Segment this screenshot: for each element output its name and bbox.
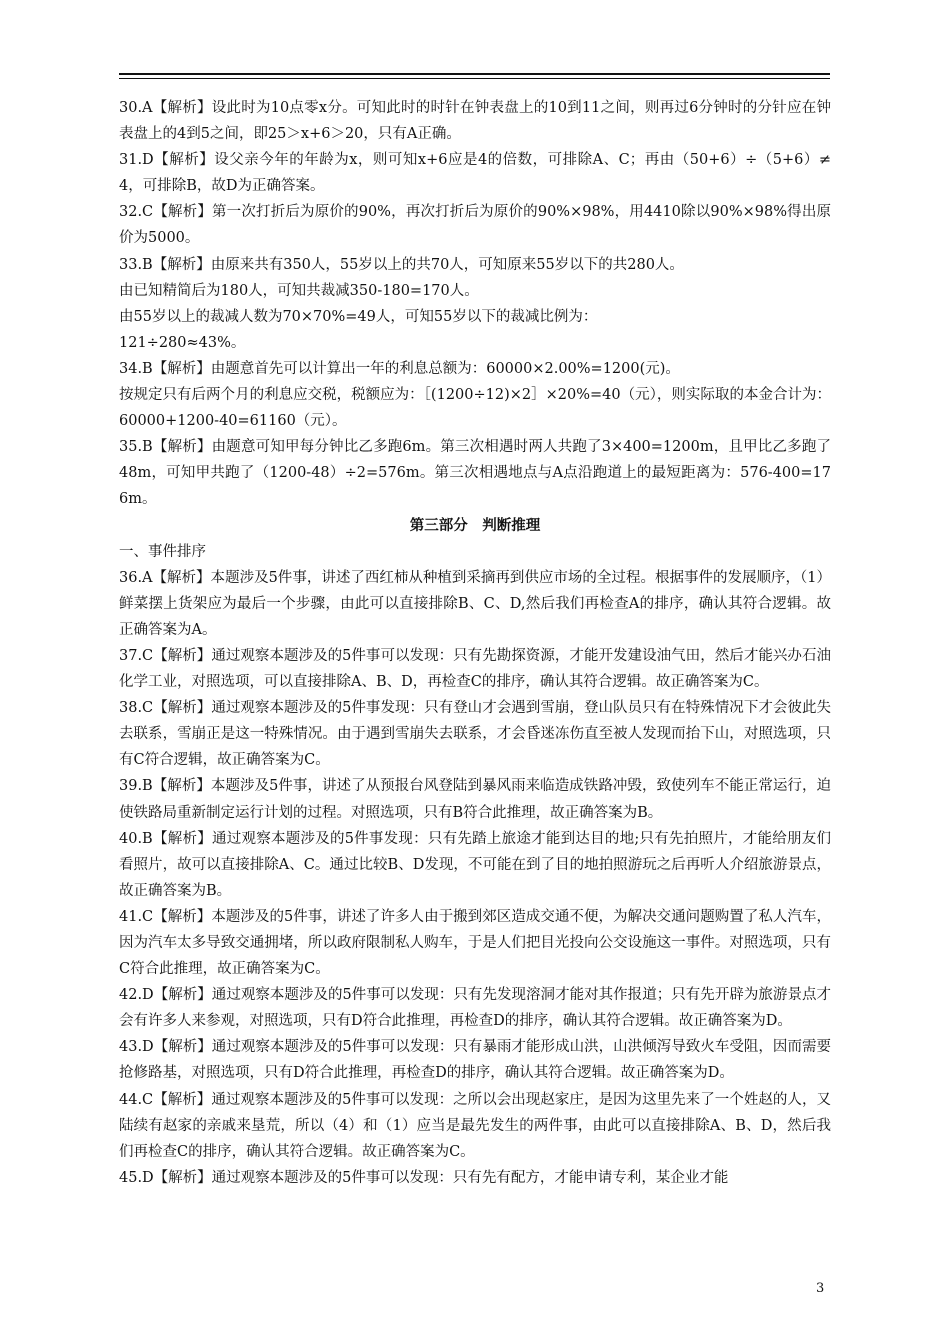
header-rule-thin [119,78,830,79]
paragraph: 44.C【解析】通过观察本题涉及的5件事可以发现：之所以会出现赵家庄，是因为这里先来了一个姓赵的人，又陆续有赵家的亲戚来垦荒，所以（4）和（1）应当是最先发生的两件事，由此可以直接排除A、B、D，然后我们再检查C的排序，确认其符合逻辑。故正确答案为C。 [119,1091,831,1160]
paragraph: 37.C【解析】通过观察本题涉及的5件事可以发现：只有先勘探资源，才能开发建设油气田，然后才能兴办石油化学工业，对照选项，可以直接排除A、B、D，再检查C的排序，确认其符合逻辑。故正确答案为C。 [119,647,831,691]
paragraph: 33.B【解析】由原来共有350人，55岁以上的共70人，可知原来55岁以下的共280人。 [119,256,684,273]
paragraph: 32.C【解析】第一次打折后为原价的90%，再次打折后为原价的90%×98%，用4410除以90%×98%得出原价为5000。 [119,204,831,247]
paragraph: 由55岁以上的裁减人数为70×70%=49人，可知55岁以下的裁减比例为： [119,308,598,325]
paragraph: 36.A【解析】本题涉及5件事，讲述了西红柿从种植到采摘再到供应市场的全过程。根据事件的发展顺序，（1）鲜菜摆上货架应为最后一个步骤，由此可以直接排除B、C、D,然后我们再检查A的排序，确认其符合逻辑。故正确答案为A。 [119,569,831,638]
paragraph: 34.B【解析】由题意首先可以计算出一年的利息总额为：60000×2.00%=1200(元)。 [119,360,680,377]
paragraph: 45.D【解析】通过观察本题涉及的5件事可以发现：只有先有配方，才能申请专利，某企业才能 [119,1169,729,1186]
section-title: 第三部分 判断推理 [409,516,541,534]
document-body [119,95,831,1191]
paragraph: 31.D【解析】设父亲今年的年龄为x，则可知x+6应是4的倍数，可排除A、C；再由（50+6）÷（5+6）≠4，可排除B，故D为正确答案。 [119,152,831,195]
paragraph: 按规定只有后两个月的利息应交税，税额应为：［(1200÷12)×2］×20%=40（元），则实际取的本金合计为：60000+1200-40=61160（元）。 [119,387,831,430]
paragraph: 由已知精简后为180人，可知共裁减350-180=170人。 [119,282,479,299]
subsection-heading: 一、事件排序 [119,543,206,560]
paragraph: 40.B【解析】通过观察本题涉及的5件事发现：只有先踏上旅途才能到达目的地;只有先拍照片，才能给朋友们看照片，故可以直接排除A、C。通过比较B、D发现，不可能在到了目的地拍照游玩之后再听人介绍旅游景点，故正确答案为B。 [119,830,831,899]
paragraph: 35.B【解析】由题意可知甲每分钟比乙多跑6m。第三次相遇时两人共跑了3×400=1200m，且甲比乙多跑了48m，可知甲共跑了（1200-48）÷2=576m。第三次相遇地点与A点沿跑道上的最短距离为：576-400=176m。 [119,439,831,508]
paragraph: 121÷280≈43%。 [119,334,246,351]
page-number: 3 [816,1281,825,1296]
paragraph: 38.C【解析】通过观察本题涉及的5件事发现：只有登山才会遇到雪崩，登山队员只有在特殊情况下才会彼此失去联系，雪崩正是这一特殊情况。由于遇到雪崩失去联系，才会昏迷冻伤直至被人发现而抬下山，对照选项，只有C符合逻辑，故正确答案为C。 [119,700,831,769]
paragraph: 43.D【解析】通过观察本题涉及的5件事可以发现：只有暴雨才能形成山洪，山洪倾泻导致火车受阻，因而需要抢修路基，对照选项，只有D符合此推理，再检查D的排序，确认其符合逻辑。故正确答案为D。 [119,1039,831,1082]
paragraph: 41.C【解析】本题涉及的5件事，讲述了许多人由于搬到郊区造成交通不便，为解决交通问题购置了私人汽车，因为汽车太多导致交通拥堵，所以政府限制私人购车，于是人们把目光投向公交设施这一事件。对照选项，只有C符合此推理，故正确答案为C。 [119,908,831,978]
paragraph: 30.A【解析】设此时为10点零x分。可知此时的时针在钟表盘上的10到11之间，则再过6分钟时的分针应在钟表盘上的4到5之间，即25＞x+6＞20，只有A正确。 [119,100,831,143]
paragraph: 39.B【解析】本题涉及5件事，讲述了从预报台风登陆到暴风雨来临造成铁路冲毁，致使列车不能正常运行，迫使铁路局重新制定运行计划的过程。对照选项，只有B符合此推理，故正确答案为B。 [119,778,831,821]
paragraph: 42.D【解析】通过观察本题涉及的5件事可以发现：只有先发现溶洞才能对其作报道；只有先开辟为旅游景点才会有许多人来参观，对照选项，只有D符合此推理，再检查D的排序，确认其符合逻辑。故正确答案为D。 [119,987,831,1030]
header-rule-thick [119,73,830,75]
